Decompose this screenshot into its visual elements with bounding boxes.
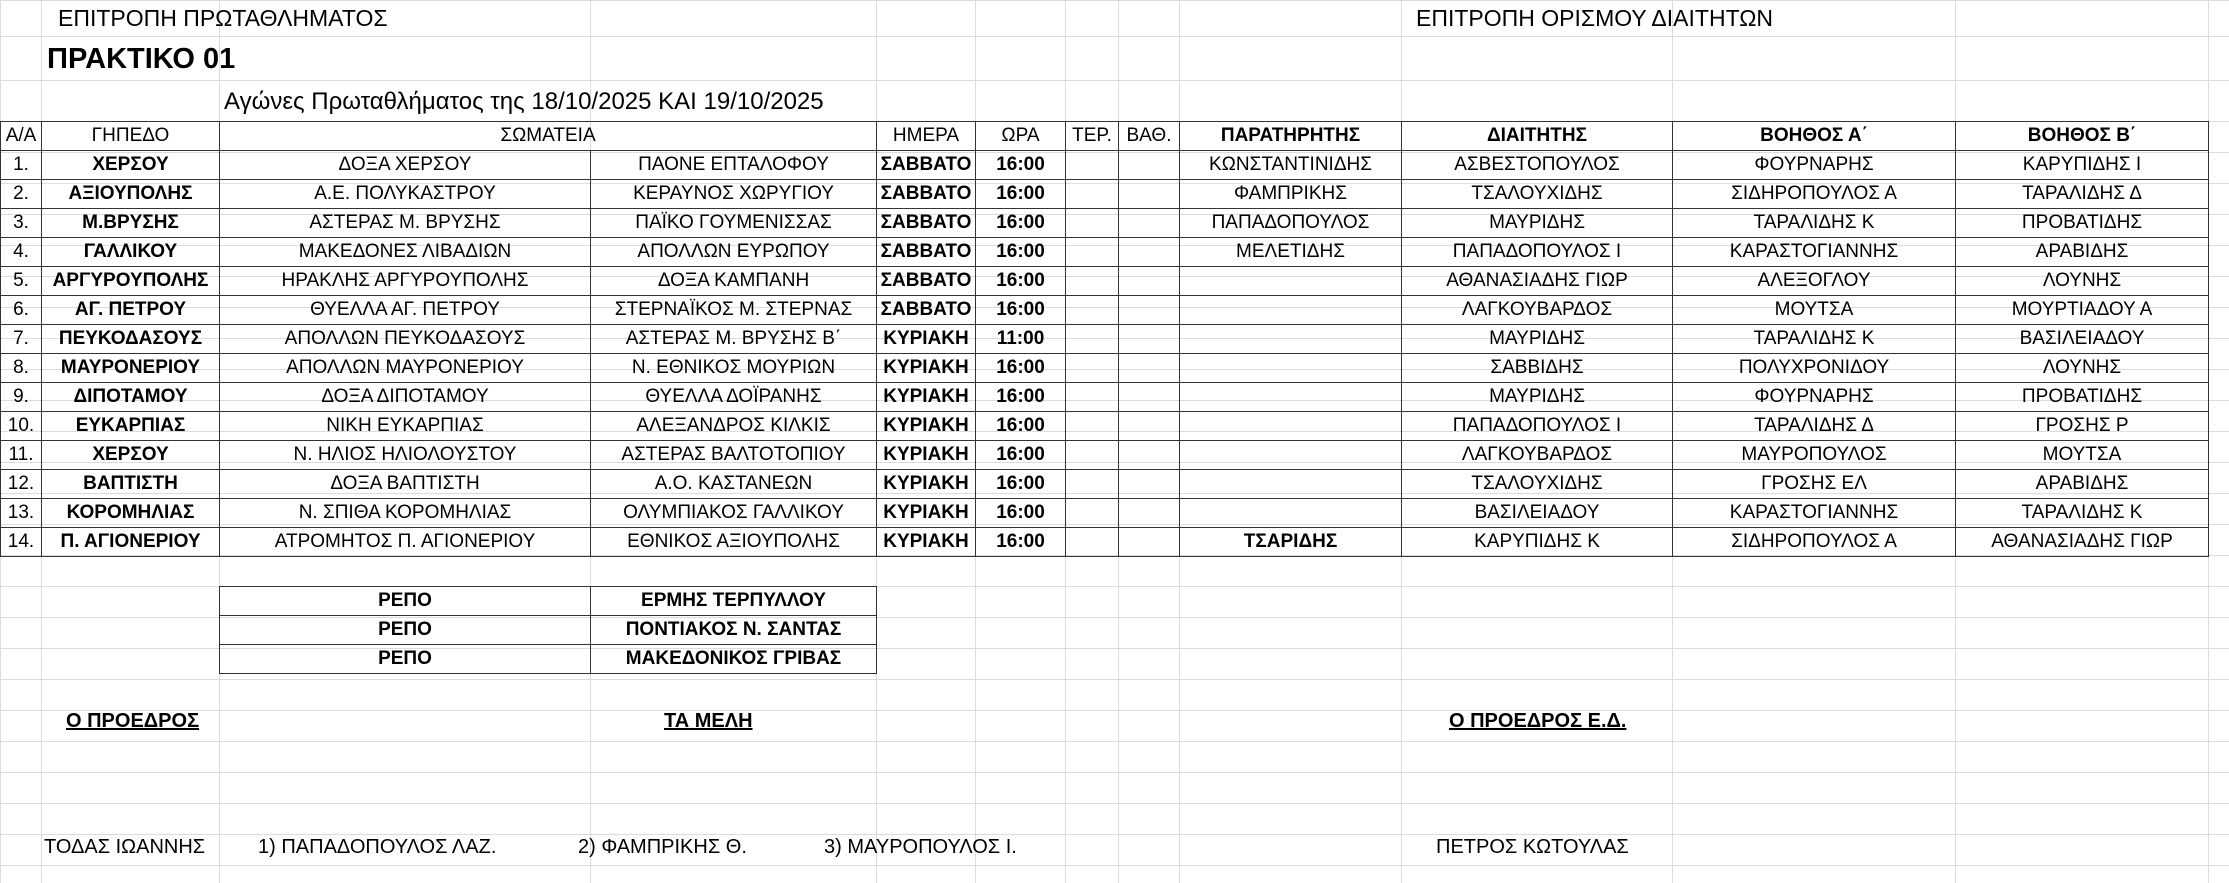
table-row: [1, 151, 2209, 180]
cell-day: ΣΑΒΒΑΤΟ: [877, 238, 976, 267]
cell-ter: [1066, 470, 1119, 499]
cell-ter: [1066, 151, 1119, 180]
table-row: [1, 209, 2209, 238]
cell-time: 16:00: [976, 296, 1066, 325]
cell-referee: ΑΣΒΕΣΤΟΠΟΥΛΟΣ: [1402, 151, 1673, 180]
cell-away: ΣΤΕΡΝΑΪΚΟΣ Μ. ΣΤΕΡΝΑΣ: [591, 296, 877, 325]
cell-ground: ΑΞΙΟΥΠΟΛΗΣ: [42, 180, 220, 209]
cell-assistant-a: ΤΑΡΑΛΙΔΗΣ Κ: [1673, 325, 1956, 354]
cell-vath: [1119, 412, 1180, 441]
cell-assistant-b: ΚΑΡΥΠΙΔΗΣ Ι: [1956, 151, 2209, 180]
cell-assistant-a: ΓΡΟΣΗΣ ΕΛ: [1673, 470, 1956, 499]
header-ground: ΓΗΠΕΔΟ: [42, 122, 220, 151]
repo-team: ΜΑΚΕΔΟΝΙΚΟΣ ΓΡΙΒΑΣ: [591, 645, 877, 674]
cell-day: ΚΥΡΙΑΚΗ: [877, 383, 976, 412]
repo-row: [220, 616, 877, 645]
header-assistant-a: ΒΟΗΘΟΣ Α΄: [1673, 122, 1956, 151]
cell-referee: ΤΣΑΛΟΥΧΙΔΗΣ: [1402, 470, 1673, 499]
table-row: [1, 180, 2209, 209]
repo-team: ΕΡΜΗΣ ΤΕΡΠΥΛΛΟΥ: [591, 587, 877, 616]
cell-assistant-a: ΣΙΔΗΡΟΠΟΥΛΟΣ Α: [1673, 180, 1956, 209]
cell-observer: [1180, 383, 1402, 412]
cell-day: ΚΥΡΙΑΚΗ: [877, 499, 976, 528]
cell-time: 16:00: [976, 383, 1066, 412]
cell-away: ΑΠΟΛΛΩΝ ΕΥΡΩΠΟΥ: [591, 238, 877, 267]
cell-vath: [1119, 325, 1180, 354]
cell-home: ΝΙΚΗ ΕΥΚΑΡΠΙΑΣ: [220, 412, 591, 441]
cell-ter: [1066, 296, 1119, 325]
cell-time: 16:00: [976, 267, 1066, 296]
cell-ter: [1066, 499, 1119, 528]
cell-ground: ΔΙΠΟΤΑΜΟΥ: [42, 383, 220, 412]
cell-vath: [1119, 267, 1180, 296]
cell-assistant-a: ΜΟΥΤΣΑ: [1673, 296, 1956, 325]
cell-observer: [1180, 499, 1402, 528]
cell-aa: 7.: [1, 325, 42, 354]
cell-aa: 13.: [1, 499, 42, 528]
cell-time: 16:00: [976, 528, 1066, 557]
table-header-row: [1, 122, 2209, 151]
cell-aa: 14.: [1, 528, 42, 557]
cell-ter: [1066, 267, 1119, 296]
cell-ter: [1066, 325, 1119, 354]
cell-ter: [1066, 354, 1119, 383]
referee-committee-title: ΕΠΙΤΡΟΠΗ ΟΡΙΣΜΟΥ ΔΙΑΙΤΗΤΩΝ: [1416, 5, 1774, 31]
cell-assistant-b: ΛΟΥΝΗΣ: [1956, 354, 2209, 383]
cell-observer: ΦΑΜΠΡΙΚΗΣ: [1180, 180, 1402, 209]
cell-away: ΠΑΪΚΟ ΓΟΥΜΕΝΙΣΣΑΣ: [591, 209, 877, 238]
cell-day: ΚΥΡΙΑΚΗ: [877, 354, 976, 383]
cell-ground: ΒΑΠΤΙΣΤΗ: [42, 470, 220, 499]
cell-assistant-a: ΑΛΕΞΟΓΛΟΥ: [1673, 267, 1956, 296]
cell-assistant-b: ΠΡΟΒΑΤΙΔΗΣ: [1956, 209, 2209, 238]
cell-assistant-b: ΜΟΥΤΣΑ: [1956, 441, 2209, 470]
president-title: Ο ΠΡΟΕΔΡΟΣ: [66, 710, 200, 732]
cell-assistant-a: ΦΟΥΡΝΑΡΗΣ: [1673, 383, 1956, 412]
referee-president-title: Ο ΠΡΟΕΔΡΟΣ Ε.Δ.: [1449, 710, 1627, 732]
cell-vath: [1119, 383, 1180, 412]
cell-ter: [1066, 209, 1119, 238]
cell-away: ΑΛΕΞΑΝΔΡΟΣ ΚΙΛΚΙΣ: [591, 412, 877, 441]
cell-referee: ΒΑΣΙΛΕΙΑΔΟΥ: [1402, 499, 1673, 528]
cell-home: ΔΟΞΑ ΧΕΡΣΟΥ: [220, 151, 591, 180]
cell-vath: [1119, 209, 1180, 238]
table-row: [1, 325, 2209, 354]
cell-assistant-b: ΒΑΣΙΛΕΙΑΔΟΥ: [1956, 325, 2209, 354]
cell-aa: 5.: [1, 267, 42, 296]
grid-line: [0, 865, 2229, 866]
grid-line: [0, 772, 2229, 773]
president-name: ΤΟΔΑΣ ΙΩΑΝΝΗΣ: [44, 836, 206, 858]
referee-president-name: ΠΕΤΡΟΣ ΚΩΤΟΥΛΑΣ: [1436, 836, 1629, 858]
cell-ground: Π. ΑΓΙΟΝΕΡΙΟΥ: [42, 528, 220, 557]
cell-ground: ΧΕΡΣΟΥ: [42, 441, 220, 470]
cell-home: ΗΡΑΚΛΗΣ ΑΡΓΥΡΟΥΠΟΛΗΣ: [220, 267, 591, 296]
cell-assistant-a: ΚΑΡΑΣΤΟΓΙΑΝΝΗΣ: [1673, 238, 1956, 267]
header-assistant-b: ΒΟΗΘΟΣ Β΄: [1956, 122, 2209, 151]
cell-vath: [1119, 441, 1180, 470]
cell-home: Α.Ε. ΠΟΛΥΚΑΣΤΡΟΥ: [220, 180, 591, 209]
cell-away: Ν. ΕΘΝΙΚΟΣ ΜΟΥΡΙΩΝ: [591, 354, 877, 383]
cell-referee: ΜΑΥΡΙΔΗΣ: [1402, 325, 1673, 354]
cell-ter: [1066, 180, 1119, 209]
header-aa: Α/Α: [1, 122, 42, 151]
grid-line: [0, 834, 2229, 835]
cell-home: Ν. ΗΛΙΟΣ ΗΛΙΟΛΟΥΣΤΟΥ: [220, 441, 591, 470]
repo-label: ΡΕΠΟ: [220, 616, 591, 645]
cell-time: 16:00: [976, 354, 1066, 383]
cell-observer: [1180, 412, 1402, 441]
repo-team: ΠΟΝΤΙΑΚΟΣ Ν. ΣΑΝΤΑΣ: [591, 616, 877, 645]
cell-ground: ΑΓ. ΠΕΤΡΟΥ: [42, 296, 220, 325]
cell-assistant-b: ΑΘΑΝΑΣΙΑΔΗΣ ΓΙΩΡ: [1956, 528, 2209, 557]
cell-day: ΣΑΒΒΑΤΟ: [877, 151, 976, 180]
cell-day: ΚΥΡΙΑΚΗ: [877, 528, 976, 557]
cell-away: ΠΑΟΝΕ ΕΠΤΑΛΟΦΟΥ: [591, 151, 877, 180]
cell-ground: ΕΥΚΑΡΠΙΑΣ: [42, 412, 220, 441]
cell-assistant-b: ΜΟΥΡΤΙΑΔΟΥ Α: [1956, 296, 2209, 325]
table-row: [1, 296, 2209, 325]
cell-referee: ΣΑΒΒΙΔΗΣ: [1402, 354, 1673, 383]
table-row: [1, 528, 2209, 557]
cell-ground: ΧΕΡΣΟΥ: [42, 151, 220, 180]
cell-time: 16:00: [976, 412, 1066, 441]
cell-referee: ΤΣΑΛΟΥΧΙΔΗΣ: [1402, 180, 1673, 209]
cell-assistant-b: ΤΑΡΑΛΙΔΗΣ Κ: [1956, 499, 2209, 528]
cell-observer: [1180, 470, 1402, 499]
cell-ground: ΠΕΥΚΟΔΑΣΟΥΣ: [42, 325, 220, 354]
header-observer: ΠΑΡΑΤΗΡΗΤΗΣ: [1180, 122, 1402, 151]
grid-line: [0, 710, 2229, 711]
cell-time: 16:00: [976, 499, 1066, 528]
cell-vath: [1119, 528, 1180, 557]
members-title: ΤΑ ΜΕΛΗ: [664, 710, 753, 732]
cell-assistant-b: ΛΟΥΝΗΣ: [1956, 267, 2209, 296]
cell-ground: ΚΟΡΟΜΗΛΙΑΣ: [42, 499, 220, 528]
cell-ter: [1066, 383, 1119, 412]
committee-title: ΕΠΙΤΡΟΠΗ ΠΡΩΤΑΘΛΗΜΑΤΟΣ: [58, 5, 388, 31]
member-2-name: 2) ΦΑΜΠΡΙΚΗΣ Θ.: [578, 836, 747, 858]
cell-assistant-b: ΑΡΑΒΙΔΗΣ: [1956, 470, 2209, 499]
cell-vath: [1119, 499, 1180, 528]
cell-ter: [1066, 412, 1119, 441]
cell-aa: 6.: [1, 296, 42, 325]
cell-observer: [1180, 296, 1402, 325]
cell-time: 16:00: [976, 180, 1066, 209]
repo-table: [219, 586, 877, 674]
cell-away: ΑΣΤΕΡΑΣ Μ. ΒΡΥΣΗΣ Β΄: [591, 325, 877, 354]
member-1-name: 1) ΠΑΠΑΔΟΠΟΥΛΟΣ ΛΑΖ.: [258, 836, 497, 858]
cell-time: 16:00: [976, 151, 1066, 180]
cell-observer: [1180, 325, 1402, 354]
header-teams: ΣΩΜΑΤΕΙΑ: [220, 122, 877, 151]
table-row: [1, 383, 2209, 412]
grid-line: [0, 741, 2229, 742]
cell-assistant-a: ΣΙΔΗΡΟΠΟΥΛΟΣ Α: [1673, 528, 1956, 557]
table-row: [1, 238, 2209, 267]
cell-referee: ΜΑΥΡΙΔΗΣ: [1402, 209, 1673, 238]
cell-away: ΘΥΕΛΛΑ ΔΟΪΡΑΝΗΣ: [591, 383, 877, 412]
cell-home: ΑΣΤΕΡΑΣ Μ. ΒΡΥΣΗΣ: [220, 209, 591, 238]
table-row: [1, 267, 2209, 296]
cell-referee: ΛΑΓΚΟΥΒΑΡΔΟΣ: [1402, 441, 1673, 470]
repo-row: [220, 645, 877, 674]
cell-aa: 4.: [1, 238, 42, 267]
cell-assistant-b: ΑΡΑΒΙΔΗΣ: [1956, 238, 2209, 267]
cell-day: ΚΥΡΙΑΚΗ: [877, 325, 976, 354]
cell-observer: ΤΣΑΡΙΔΗΣ: [1180, 528, 1402, 557]
cell-home: ΘΥΕΛΛΑ ΑΓ. ΠΕΤΡΟΥ: [220, 296, 591, 325]
cell-ter: [1066, 528, 1119, 557]
grid-line: [0, 0, 2229, 1]
header-ter: ΤΕΡ.: [1066, 122, 1119, 151]
cell-home: ΔΟΞΑ ΔΙΠΟΤΑΜΟΥ: [220, 383, 591, 412]
header-referee: ΔΙΑΙΤΗΤΗΣ: [1402, 122, 1673, 151]
cell-assistant-a: ΦΟΥΡΝΑΡΗΣ: [1673, 151, 1956, 180]
cell-ground: ΑΡΓΥΡΟΥΠΟΛΗΣ: [42, 267, 220, 296]
repo-label: ΡΕΠΟ: [220, 587, 591, 616]
cell-home: ΑΠΟΛΛΩΝ ΜΑΥΡΟΝΕΡΙΟΥ: [220, 354, 591, 383]
cell-aa: 2.: [1, 180, 42, 209]
cell-assistant-b: ΓΡΟΣΗΣ Ρ: [1956, 412, 2209, 441]
repo-row: [220, 587, 877, 616]
cell-assistant-a: ΚΑΡΑΣΤΟΓΙΑΝΝΗΣ: [1673, 499, 1956, 528]
cell-day: ΚΥΡΙΑΚΗ: [877, 441, 976, 470]
table-row: [1, 441, 2209, 470]
cell-observer: ΠΑΠΑΔΟΠΟΥΛΟΣ: [1180, 209, 1402, 238]
cell-aa: 3.: [1, 209, 42, 238]
cell-away: Α.Ο. ΚΑΣΤΑΝΕΩΝ: [591, 470, 877, 499]
cell-referee: ΛΑΓΚΟΥΒΑΡΔΟΣ: [1402, 296, 1673, 325]
cell-ter: [1066, 238, 1119, 267]
cell-observer: ΚΩΝΣΤΑΝΤΙΝΙΔΗΣ: [1180, 151, 1402, 180]
cell-away: ΟΛΥΜΠΙΑΚΟΣ ΓΑΛΛΙΚΟΥ: [591, 499, 877, 528]
cell-referee: ΚΑΡΥΠΙΔΗΣ Κ: [1402, 528, 1673, 557]
cell-observer: [1180, 354, 1402, 383]
header-day: ΗΜΕΡΑ: [877, 122, 976, 151]
cell-away: ΔΟΞΑ ΚΑΜΠΑΝΗ: [591, 267, 877, 296]
cell-aa: 9.: [1, 383, 42, 412]
cell-time: 16:00: [976, 209, 1066, 238]
grid-line: [0, 679, 2229, 680]
member-3-name: 3) ΜΑΥΡΟΠΟΥΛΟΣ Ι.: [824, 836, 1017, 858]
cell-observer: [1180, 441, 1402, 470]
cell-time: 16:00: [976, 441, 1066, 470]
cell-time: 16:00: [976, 238, 1066, 267]
cell-assistant-a: ΠΟΛΥΧΡΟΝΙΔΟΥ: [1673, 354, 1956, 383]
schedule-table: [0, 121, 2209, 557]
cell-vath: [1119, 238, 1180, 267]
table-row: [1, 412, 2209, 441]
cell-ground: ΓΑΛΛΙΚΟΥ: [42, 238, 220, 267]
cell-assistant-a: ΤΑΡΑΛΙΔΗΣ Κ: [1673, 209, 1956, 238]
table-row: [1, 470, 2209, 499]
cell-home: ΑΤΡΟΜΗΤΟΣ Π. ΑΓΙΟΝΕΡΙΟΥ: [220, 528, 591, 557]
cell-ground: Μ.ΒΡΥΣΗΣ: [42, 209, 220, 238]
repo-label: ΡΕΠΟ: [220, 645, 591, 674]
cell-home: Ν. ΣΠΙΘΑ ΚΟΡΟΜΗΛΙΑΣ: [220, 499, 591, 528]
cell-assistant-b: ΠΡΟΒΑΤΙΔΗΣ: [1956, 383, 2209, 412]
cell-referee: ΠΑΠΑΔΟΠΟΥΛΟΣ Ι: [1402, 238, 1673, 267]
table-row: [1, 354, 2209, 383]
cell-vath: [1119, 151, 1180, 180]
grid-line: [0, 36, 2229, 37]
header-time: ΩΡΑ: [976, 122, 1066, 151]
cell-aa: 8.: [1, 354, 42, 383]
cell-vath: [1119, 470, 1180, 499]
document-title: ΠΡΑΚΤΙΚΟ 01: [47, 43, 236, 75]
cell-home: ΑΠΟΛΛΩΝ ΠΕΥΚΟΔΑΣΟΥΣ: [220, 325, 591, 354]
header-vath: ΒΑΘ.: [1119, 122, 1180, 151]
cell-day: ΣΑΒΒΑΤΟ: [877, 296, 976, 325]
cell-away: ΑΣΤΕΡΑΣ ΒΑΛΤΟΤΟΠΙΟΥ: [591, 441, 877, 470]
cell-observer: [1180, 267, 1402, 296]
cell-day: ΚΥΡΙΑΚΗ: [877, 412, 976, 441]
cell-home: ΜΑΚΕΔΟΝΕΣ ΛΙΒΑΔΙΩΝ: [220, 238, 591, 267]
cell-referee: ΜΑΥΡΙΔΗΣ: [1402, 383, 1673, 412]
cell-assistant-a: ΜΑΥΡΟΠΟΥΛΟΣ: [1673, 441, 1956, 470]
cell-time: 11:00: [976, 325, 1066, 354]
grid-line: [0, 80, 2229, 81]
matches-subtitle: Αγώνες Πρωταθλήματος της 18/10/2025 ΚΑΙ 19/10/2025: [224, 88, 824, 115]
cell-day: ΣΑΒΒΑΤΟ: [877, 267, 976, 296]
cell-aa: 10.: [1, 412, 42, 441]
cell-assistant-a: ΤΑΡΑΛΙΔΗΣ Δ: [1673, 412, 1956, 441]
cell-day: ΣΑΒΒΑΤΟ: [877, 209, 976, 238]
cell-ground: ΜΑΥΡΟΝΕΡΙΟΥ: [42, 354, 220, 383]
grid-line: [0, 803, 2229, 804]
cell-day: ΚΥΡΙΑΚΗ: [877, 470, 976, 499]
cell-away: ΚΕΡΑΥΝΟΣ ΧΩΡΥΓΙΟΥ: [591, 180, 877, 209]
cell-ter: [1066, 441, 1119, 470]
cell-time: 16:00: [976, 470, 1066, 499]
cell-away: ΕΘΝΙΚΟΣ ΑΞΙΟΥΠΟΛΗΣ: [591, 528, 877, 557]
cell-aa: 12.: [1, 470, 42, 499]
cell-referee: ΑΘΑΝΑΣΙΑΔΗΣ ΓΙΩΡ: [1402, 267, 1673, 296]
cell-vath: [1119, 354, 1180, 383]
cell-assistant-b: ΤΑΡΑΛΙΔΗΣ Δ: [1956, 180, 2209, 209]
cell-vath: [1119, 180, 1180, 209]
cell-observer: ΜΕΛΕΤΙΔΗΣ: [1180, 238, 1402, 267]
cell-day: ΣΑΒΒΑΤΟ: [877, 180, 976, 209]
cell-aa: 11.: [1, 441, 42, 470]
cell-aa: 1.: [1, 151, 42, 180]
cell-home: ΔΟΞΑ ΒΑΠΤΙΣΤΗ: [220, 470, 591, 499]
cell-referee: ΠΑΠΑΔΟΠΟΥΛΟΣ Ι: [1402, 412, 1673, 441]
table-row: [1, 499, 2209, 528]
cell-vath: [1119, 296, 1180, 325]
